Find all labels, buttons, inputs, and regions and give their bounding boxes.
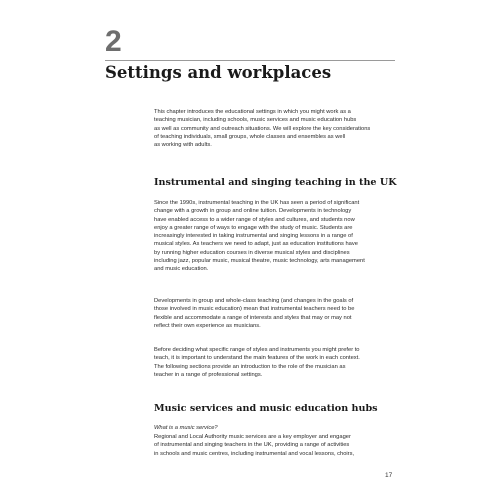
section-body-instrumental bbox=[154, 199, 399, 273]
chapter-title: Settings and workplaces bbox=[105, 63, 332, 82]
intro-text: This chapter introduces the educational settings in which you might work as a teaching musician, including schools, music services and music education hubs as well as community and outreach situations. We will explore the key considerations of teaching individuals, small groups, whole classes and ensembles as well as working with adults. bbox=[154, 109, 371, 148]
chapter-number: 2 bbox=[105, 25, 122, 58]
section-heading-music-services: Music services and music education hubs bbox=[154, 403, 378, 414]
paragraph-2: Developments in group and whole-class teaching (and changes in the goals of those involved in music education) mean that instrumental teachers need to be flexible and accommodate a range of interests and styles that may or may not reflect their own experience as musicians. bbox=[154, 298, 355, 329]
section-body-music-services bbox=[154, 433, 399, 458]
paragraph-3: Before deciding what specific range of styles and instruments you might prefer to teach, it is important to understand the main features of the work in each context. The following sections provide an introduction to the role of the musician as teacher in a range of professional settings. bbox=[154, 347, 360, 378]
intro-paragraph bbox=[154, 108, 399, 149]
subheading-what-is-music-service: What is a music service? bbox=[154, 425, 218, 431]
chapter-rule bbox=[105, 60, 395, 61]
paragraph-4: Regional and Local Authority music services are a key employer and engager of instrumental and singing teachers in the UK, providing a range of activities in schools and music centres, including instrumental and vocal lessons, choirs, bbox=[154, 434, 355, 457]
section-body-instrumental-3 bbox=[154, 346, 399, 379]
section-heading-instrumental: Instrumental and singing teaching in the UK bbox=[154, 177, 397, 188]
paragraph-1: Since the 1990s, instrumental teaching in the UK has seen a period of significant change with a growth in group and online tuition. Developments in technology have enabled access to a wider range of styles and cultures, and students now enjoy a greater range of ways to engage with the study of music. Students are increasingly interested in taking instrumental and singing lessons in a range of musical styles. As teachers we need to adapt, just as education institutions have by running higher education courses in diverse musical styles and disciplines including jazz, popular music, musical theatre, music technology, arts management and music education. bbox=[154, 200, 365, 272]
page-number: 17 bbox=[385, 472, 393, 479]
section-body-instrumental-2 bbox=[154, 297, 399, 330]
